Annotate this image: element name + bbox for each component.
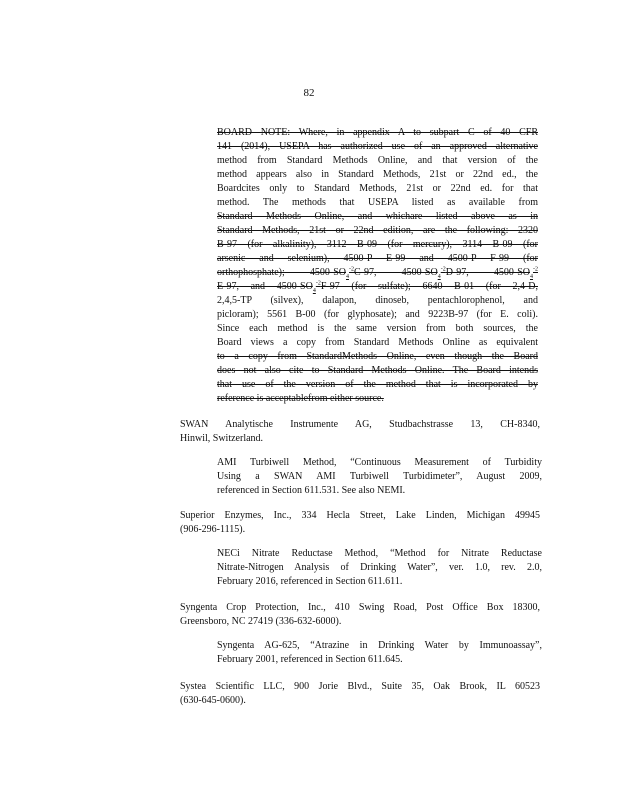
doc-entry-ami-turbiwell: AMI Turbiwell Method, “Continuous Measurement of Turbidity Using a SWAN AMI Turbiwell Turbidimeter”, August 2009, referenced in Section 611.531. See also NEMI. [217, 457, 542, 496]
org-entry-systea: Systea Scientific LLC, 900 Jorie Blvd., Suite 35, Oak Brook, IL 60523 (630-645-0600). [180, 681, 540, 706]
note-line: picloram); 5561 B-00 (for glyphosate); and 9223B-97 (for E. coli). [217, 309, 538, 320]
note-line: that use of the version of the method that is incorporated by [217, 379, 538, 390]
note-line: method appears also in Standard Methods, 21st or 22nd ed., the [217, 169, 538, 180]
page-number: 82 [303, 87, 315, 99]
doc-entry-syngenta-atrazine: Syngenta AG-625, “Atrazine in Drinking Water by Immunoassay”, February 2001, referenced in Section 611.645. [217, 640, 542, 665]
org-entry-syngenta: Syngenta Crop Protection, Inc., 410 Swing Road, Post Office Box 18300, Greensboro, NC 27419 (336-632-6000). [180, 602, 540, 627]
org-entry-swan: SWAN Analytische Instrumente AG, Studbachstrasse 13, CH-8340, Hinwil, Switzerland. [180, 419, 540, 444]
note-line: reference is acceptablefrom either source. [217, 393, 384, 404]
note-line-sulfate: E-97, and $4500-SO_4^{-2}F-97$ (for sulfate); 6640 B-01 (for 2,4-D, [217, 280, 538, 294]
note-line: Standard Methods, 21st or 22nd edition, are the following: 2320 [217, 225, 538, 236]
note-line: Board views a copy from Standard Methods Online as equivalent [217, 337, 538, 348]
note-line: Boardcites only to Standard Methods, 21st or 22nd ed. for that [217, 183, 538, 194]
note-line: arsenic and selenium), 4500-P E-99 and 4500-P F-99 (for [217, 253, 538, 264]
org-entry-superior-enzymes: Superior Enzymes, Inc., 334 Hecla Street, Lake Linden, Michigan 49945 (906-296-1115). [180, 510, 540, 535]
note-line: BOARD NOTE: Where, in appendix A to subpart C of 40 CFR [217, 127, 538, 138]
doc-entry-neci-nitrate: NECi Nitrate Reductase Method, “Method for Nitrate Reductase Nitrate-Nitrogen Analysis of Drinking Water”, ver. 1.0, rev. 2.0, February 2016, referenced in Section 611.611. [217, 548, 542, 587]
note-line: method. The methods that USEPA listed as available from [217, 197, 538, 208]
note-line-sulfate: orthophosphate); $4500-SO_4^{-2}C-97$, $4500-SO_4^{-2}D-97$, $4500-SO_4^{-2}$ [217, 266, 538, 280]
note-line: Standard Methods Online, and whichare listed above as in [217, 211, 538, 222]
note-line: 2,4,5-TP (silvex), dalapon, dinoseb, pentachlorophenol, and [217, 295, 538, 306]
note-line: to a copy from StandardMethods Online, even though the Board [217, 351, 538, 362]
note-line: 141 (2014), USEPA has authorized use of an approved alternative [217, 141, 538, 152]
note-line: B-97 (for alkalinity), 3112 B-09 (for mercury), 3114 B-09 (for [217, 239, 538, 250]
note-line: Since each method is the same version from both sources, the [217, 323, 538, 334]
note-line: does not also cite to Standard Methods Online. The Board intends [217, 365, 538, 376]
board-note [217, 126, 538, 406]
note-line: method from Standard Methods Online, and that version of the [217, 155, 538, 166]
